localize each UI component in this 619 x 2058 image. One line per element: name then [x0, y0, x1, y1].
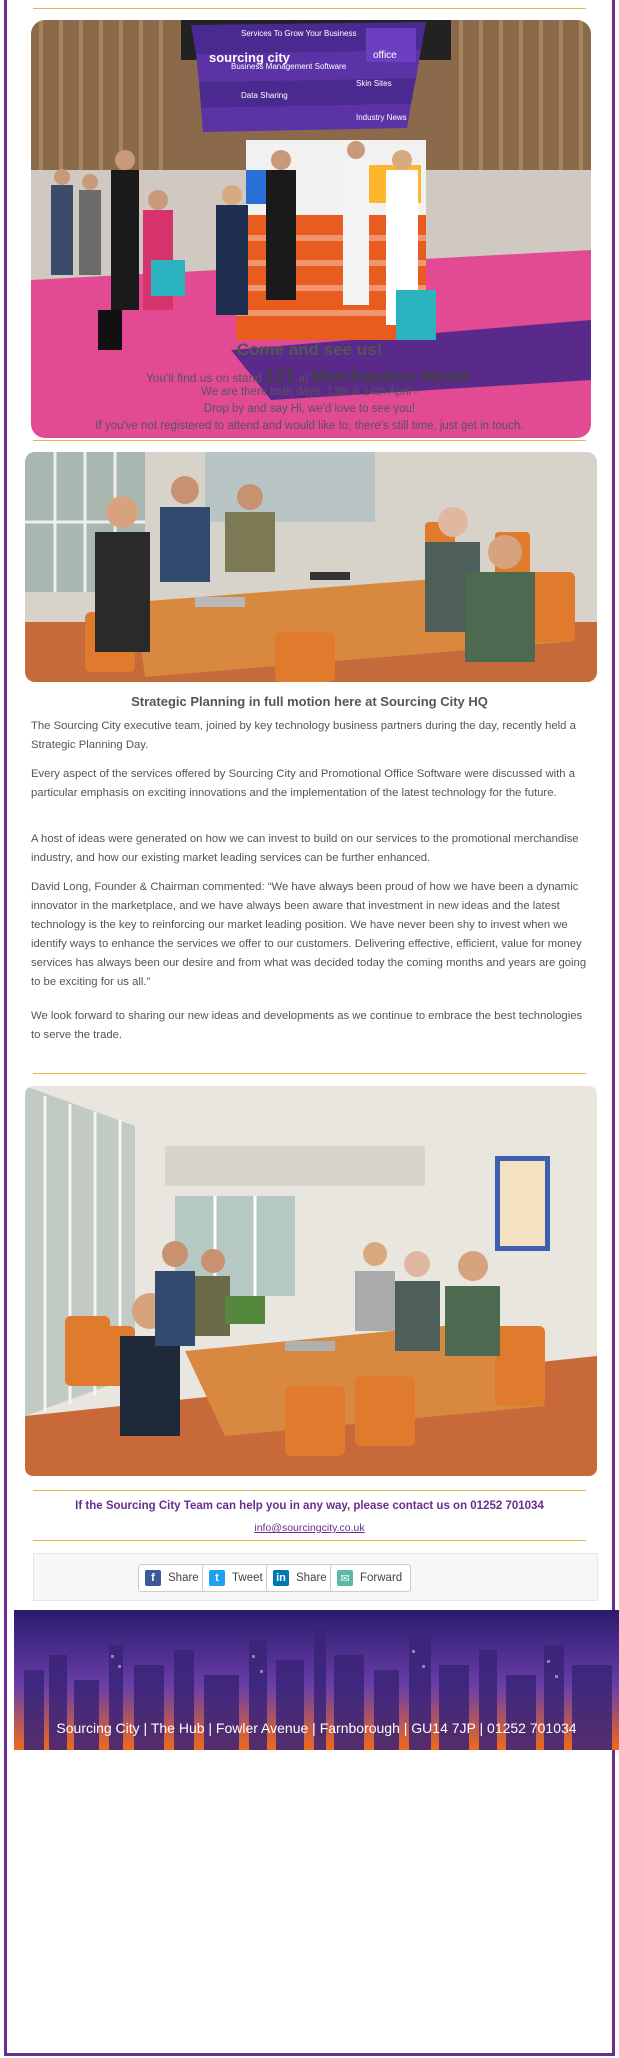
- stand-row-2: Skin Sites: [356, 79, 392, 88]
- article-paragraph-1: The Sourcing City executive team, joined by key technology business partners during the day, recently held a Strategic Planning Day.: [31, 720, 576, 751]
- contact-email-wrap: [27, 1518, 592, 1536]
- facebook-icon: f: [145, 1570, 161, 1586]
- show-name: Merchandise World.: [311, 367, 474, 386]
- linkedin-share-label: Share: [296, 1572, 327, 1584]
- twitter-tweet-label: Tweet: [232, 1572, 263, 1584]
- article-paragraph-2: Every aspect of the services offered by Sourcing City and Promotional Office Software were discussed with a particular emphasis on exciting innovations and the implementation of the latest technology for the future.: [31, 768, 575, 799]
- facebook-share-button[interactable]: [138, 1564, 208, 1592]
- forward-button[interactable]: [330, 1564, 411, 1592]
- divider: [33, 1073, 586, 1074]
- event-headline: Come and see us!: [236, 340, 383, 359]
- twitter-tweet-button[interactable]: [202, 1564, 272, 1592]
- article-title: Strategic Planning in full motion here at Sourcing City HQ: [131, 694, 488, 709]
- divider: [33, 8, 586, 9]
- divider: [33, 440, 586, 441]
- stand-row-4: Industry News: [356, 113, 407, 122]
- article-paragraph-5: We look forward to sharing our new ideas and developments as we continue to embrace the best technologies to serve the trade.: [31, 1010, 583, 1041]
- event-days: We are there both days, 13th & 14th April -: [200, 386, 419, 398]
- footer-banner: [14, 1610, 619, 1750]
- stand-number: 121: [265, 366, 296, 386]
- stand-brand: sourcing city: [209, 50, 290, 65]
- event-register: If you've not registered to attend and would like to, there's still time, just get in touch.: [95, 420, 524, 432]
- event-drop-by: Drop by and say Hi, we'd love to see you!: [203, 403, 416, 415]
- meeting-photo: [25, 452, 597, 682]
- stand-at: at: [298, 371, 309, 385]
- stand-tagline: Services To Grow Your Business: [241, 29, 357, 38]
- stand-side-brand: office: [373, 50, 397, 61]
- facebook-share-label: Share: [168, 1572, 199, 1584]
- contact-line: If the Sourcing City Team can help you in any way, please contact us on 01252 701034: [75, 1500, 544, 1512]
- article-paragraph-3: A host of ideas were generated on how we can invest to build on our services to the promotional merchandise industry, and how our existing market leading services can be further enhanced.: [31, 833, 579, 864]
- divider: [33, 1490, 586, 1491]
- divider: [33, 1540, 586, 1541]
- linkedin-icon: in: [273, 1570, 289, 1586]
- footer-address: Sourcing City | The Hub | Fowler Avenue | Farnborough | GU14 7JP | 01252 701034: [56, 1720, 577, 1736]
- article-paragraph-4: David Long, Founder & Chairman commented: “We have always been proud of how we have been a dynamic innovator in the marketplace, and we have always been aware that investment in new ideas and the latest technology is the key to reinforcing our market leading position. We have never been shy to invest when we identify ways to enhance the services we offer to our customers. Delivering effective, efficient, value for money services has always been our desire and from what was decided today the coming months and years are going to be exciting for us all.”: [31, 881, 587, 988]
- contact-email-link[interactable]: info@sourcingcity.co.uk: [254, 1522, 365, 1534]
- email-container: [4, 0, 615, 2056]
- stand-row-1: Business Management Software: [231, 62, 347, 71]
- team-photo: [25, 1086, 597, 1476]
- stand-prefix: You'll find us on stand: [145, 371, 262, 385]
- email-forward-icon: ✉: [337, 1570, 353, 1586]
- share-bar: [33, 1553, 598, 1601]
- twitter-icon: t: [209, 1570, 225, 1586]
- forward-label: Forward: [360, 1572, 403, 1584]
- linkedin-share-button[interactable]: [266, 1564, 336, 1592]
- stand-row-3: Data Sharing: [241, 91, 288, 100]
